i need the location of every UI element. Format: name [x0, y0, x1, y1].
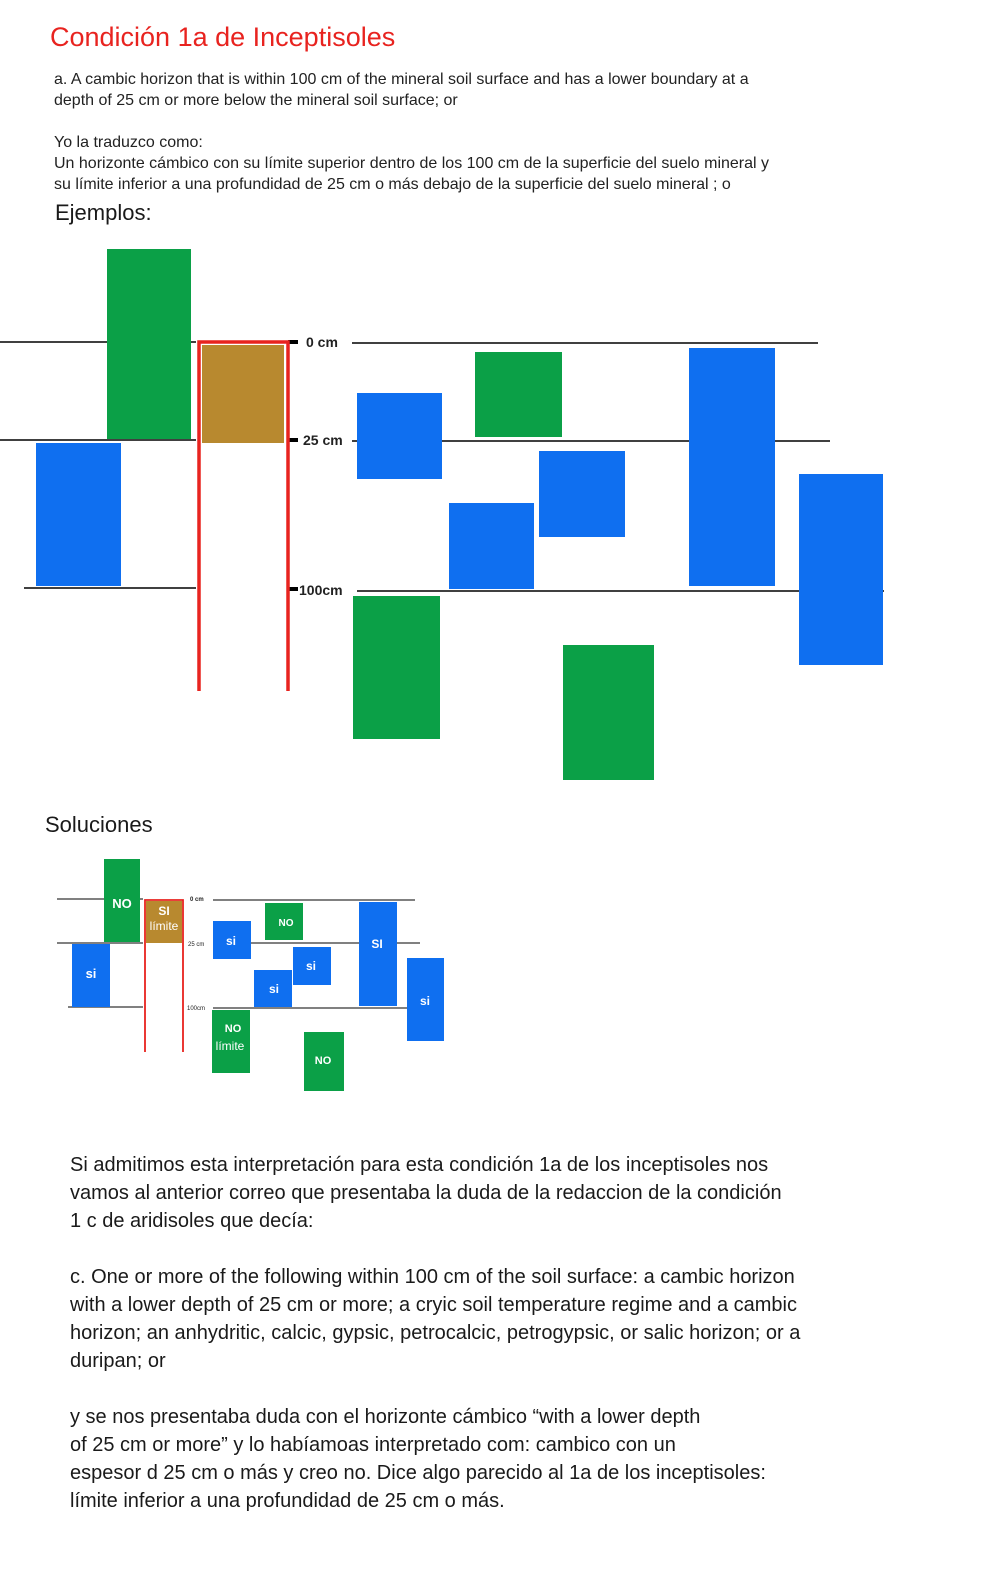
page-title: Condición 1a de Inceptisoles [50, 22, 396, 52]
sol-label-no-1: NO [112, 896, 132, 911]
sol-depth-label-100: 100cm [187, 1006, 206, 1012]
translation-intro: Yo la traduzco como: [54, 134, 203, 151]
english-definition-line-1: a. A cambic horizon that is within 100 cm of the mineral soil surface and has a lower boundary at a [54, 71, 749, 88]
sol-label-no-limite-1: NO [224, 1023, 242, 1035]
sol-label-si-right: si [419, 994, 431, 1008]
para2-line-2: with a lower depth of 25 cm or more; a cryic soil temperature regime and a cambic [70, 1294, 797, 1316]
sol-label-si-limite-2: límite [149, 919, 179, 933]
para3-line-1: y se nos presentaba duda con el horizonte cámbico “with a lower depth [70, 1406, 701, 1428]
solutions-heading: Soluciones [45, 812, 153, 837]
english-definition-line-2: depth of 25 cm or more below the mineral soil surface; or [54, 92, 458, 109]
para2-line-1: c. One or more of the following within 100 cm of the soil surface: a cambic horizon [70, 1266, 795, 1288]
translation-line-2: su límite inferior a una profundidad de 25 cm o más debajo de la superficie del suelo mineral ; o [54, 176, 731, 193]
depth-label-100: 100cm [299, 582, 343, 598]
sol-label-si-limite-1: SI [158, 904, 170, 918]
sol-label-si-left: si [85, 966, 97, 981]
sol-label-si-b: si [305, 959, 317, 973]
examples-heading: Ejemplos: [55, 200, 152, 225]
depth-label-25: 25 cm [303, 432, 343, 448]
sol-label-no-small: NO [278, 918, 294, 929]
sol-label-no-limite-2: límite [215, 1039, 245, 1053]
sol-label-si-a: si [225, 934, 237, 948]
para2-line-4: duripan; or [70, 1350, 166, 1372]
para1-line-1: Si admitimos esta interpretación para esta condición 1a de los inceptisoles nos [70, 1154, 769, 1176]
sol-label-si-c: si [268, 982, 280, 996]
para2-line-3: horizon; an anhydritic, calcic, gypsic, petrocalcic, petrogypsic, or salic horizon; or a [70, 1322, 801, 1344]
para3-line-4: límite inferior a una profundidad de 25 cm o más. [70, 1490, 505, 1512]
para3-line-2: of 25 cm or more” y lo habíamoas interpretado com: cambico con un [70, 1434, 676, 1456]
translation-line-1: Un horizonte cámbico con su límite superior dentro de los 100 cm de la superficie del suelo mineral y [54, 155, 770, 172]
para3-line-3: espesor d 25 cm o más y creo no. Dice algo parecido al 1a de los inceptisoles: [70, 1462, 766, 1484]
sol-depth-label-25: 25 cm [188, 942, 205, 948]
sol-label-no-bottom: NO [314, 1055, 332, 1067]
para1-line-2: vamos al anterior correo que presentaba la duda de la redaccion de la condición [70, 1182, 782, 1204]
depth-label-0: 0 cm [306, 334, 338, 350]
sol-label-si-big: SI [371, 937, 383, 951]
para1-line-3: 1 c de aridisoles que decía: [70, 1210, 314, 1232]
sol-depth-label-0: 0 cm [190, 897, 204, 903]
sol-block-blue-5 [359, 902, 397, 1006]
